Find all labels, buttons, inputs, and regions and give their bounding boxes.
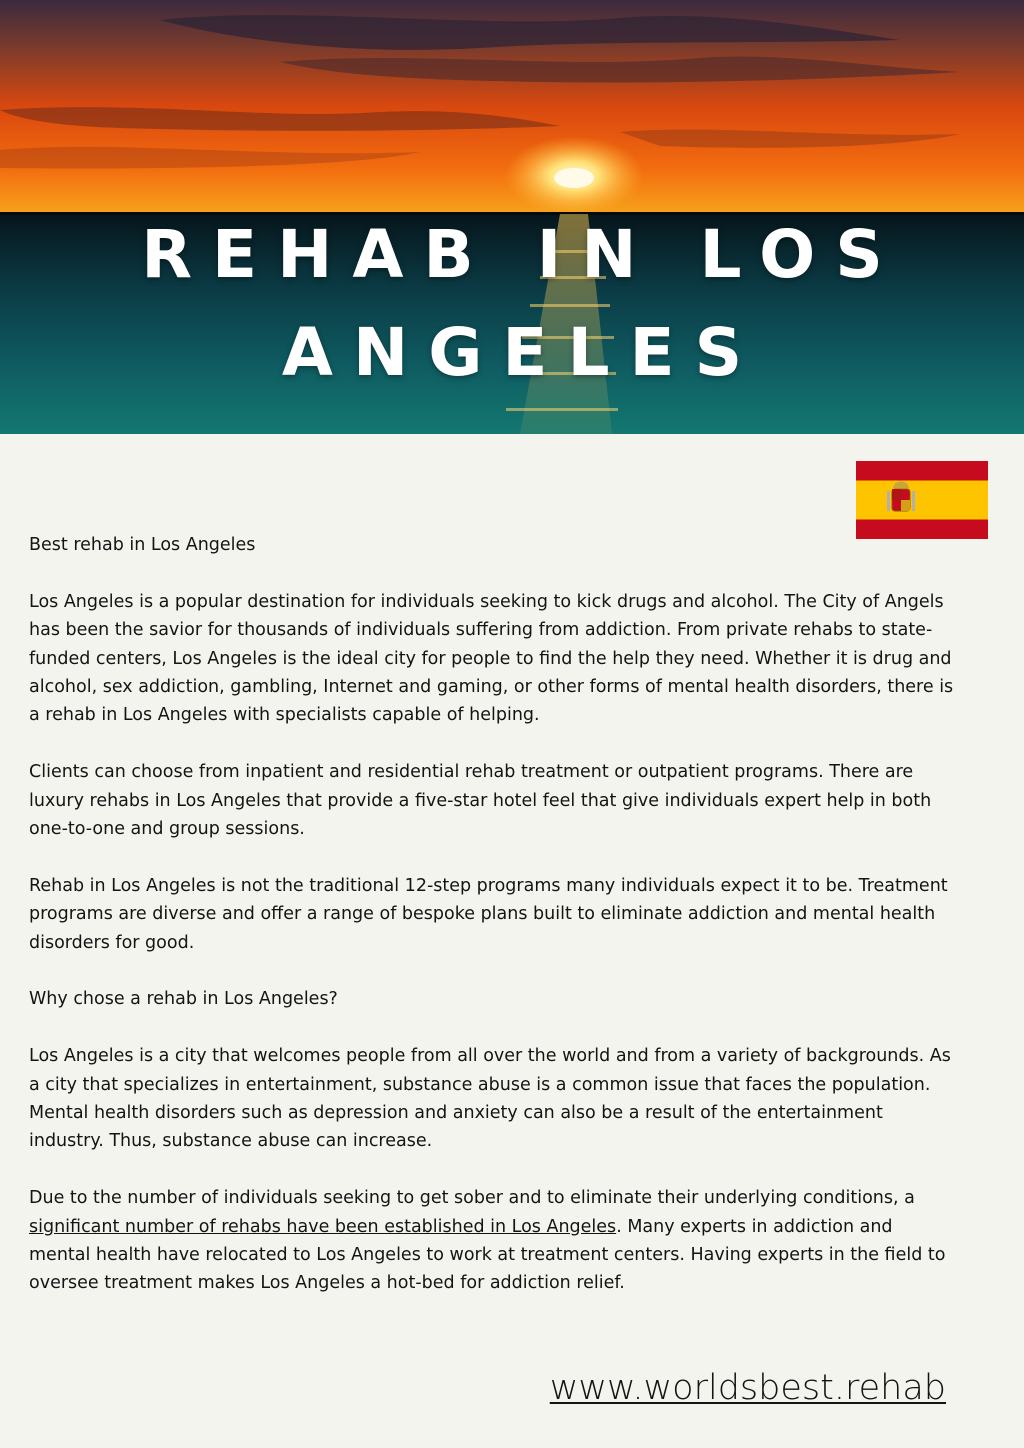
article-paragraph: Clients can choose from inpatient and residential rehab treatment or outpatient programs. There are luxury rehabs in Los Angeles that provide a five-star hotel feel that give individuals expert help in both one-to-one and group sessions.: [29, 762, 932, 840]
article-paragraph: Rehab in Los Angeles is not the traditional 12-step programs many individuals expect it to be. Treatment programs are diverse and offer a range of bespoke plans built to eliminate addiction and mental health disorders for good.: [29, 875, 948, 953]
website-link[interactable]: www.worldsbest.rehab: [549, 1368, 946, 1408]
article-paragraph: Los Angeles is a popular destination for individuals seeking to kick drugs and alcohol. The City of Angels has been the savior for thousands of individuals suffering from addiction. From private rehabs to state-funded centers, Los Angeles is the ideal city for people to find the help they need. Whether it is drug and alcohol, sex addiction, gambling, Internet and gaming, or other forms of mental health disorders, there is a rehab in Los Angeles with specialists capable of helping.: [29, 591, 954, 726]
page-title: [0, 206, 1024, 402]
hero-banner: [0, 0, 1024, 434]
rehabs-established-link[interactable]: significant number of rehabs have been established in Los Angeles: [29, 1216, 617, 1237]
spain-flag-icon[interactable]: [856, 461, 988, 539]
article-subheading: Why chose a rehab in Los Angeles?: [29, 989, 338, 1010]
article-paragraph: Los Angeles is a city that welcomes people from all over the world and from a variety of backgrounds. As a city that specializes in entertainment, substance abuse is a common issue that faces the population. Mental health disorders such as depression and anxiety can also be a result of the entertainment industry. Thus, substance abuse can increase.: [29, 1046, 951, 1152]
article-body: [29, 531, 959, 1326]
article-heading: Best rehab in Los Angeles: [29, 535, 256, 555]
paragraph-text: . Many experts in addiction and mental health have relocated to Los Angeles to work at treatment centers. Having experts in the field to oversee treatment makes Los Angeles a hot-bed for addiction relief.: [29, 1216, 946, 1294]
title-line-1: REHAB IN LOS: [141, 216, 903, 293]
title-line-2: ANGELES: [281, 314, 763, 391]
paragraph-text: Due to the number of individuals seeking to get sober and to eliminate their underlying conditions, a: [29, 1188, 915, 1209]
article-paragraph: [29, 1184, 959, 1298]
